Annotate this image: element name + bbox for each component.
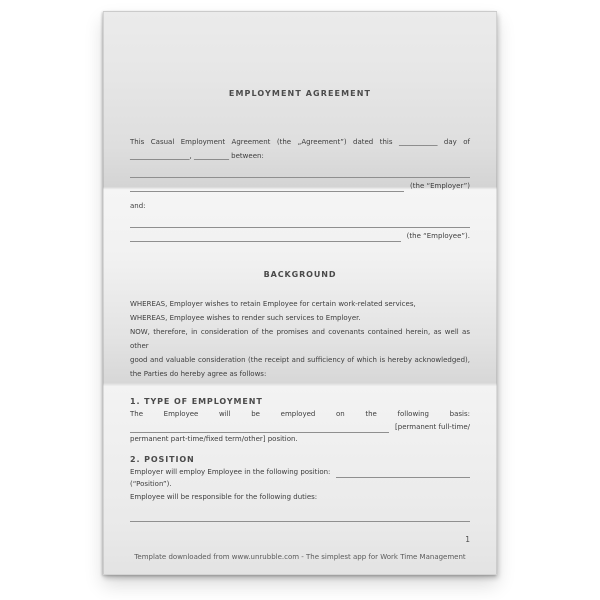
basis-blank-line	[130, 421, 389, 433]
employer-name-blank-line	[130, 163, 470, 178]
section-1-line-1: The Employee will be employed on the following basis:	[130, 410, 470, 418]
page-number: 1	[465, 535, 470, 544]
employer-label: (the “Employer”)	[410, 182, 470, 190]
recitals-paragraph	[130, 297, 470, 381]
page-content	[104, 87, 496, 600]
section-2-line-3: Employee will be responsible for the following duties:	[130, 493, 318, 501]
duties-blank-line	[130, 504, 470, 522]
intro-line-1: This Casual Employment Agreement (the „Agreement”) dated this ___________ day of	[130, 138, 470, 146]
footer-credit: Template downloaded from www.unrubble.com - The simplest app for Work Time Management	[134, 553, 466, 561]
section-2-heading: 2. POSITION	[130, 455, 195, 464]
recital-now-2: good and valuable consideration (the receipt and sufficiency of which is hereby acknowledged),	[130, 356, 470, 364]
employee-label: (the “Employee”).	[406, 232, 470, 240]
section-2-line-2: (“Position”).	[130, 480, 172, 488]
section-1-line-3: permanent part-time/fixed term/other] position.	[130, 435, 298, 443]
section-position	[130, 453, 470, 522]
section-2-line-1: Employer will employ Employee in the following position:	[130, 468, 331, 476]
section-1-heading: 1. TYPE OF EMPLOYMENT	[130, 397, 263, 406]
intro-line-2: _________________, __________ between:	[130, 152, 264, 160]
recital-now-3: the Parties do hereby agree as follows:	[130, 370, 267, 378]
section-type-of-employment	[130, 395, 470, 446]
employee-address-blank-line	[130, 228, 401, 242]
page-title: EMPLOYMENT AGREEMENT	[228, 89, 372, 98]
and-label: and:	[130, 202, 146, 210]
recital-now-1: NOW, therefore, in consideration of the promises and covenants contained herein, as well as other	[130, 328, 470, 350]
recital-whereas-2: WHEREAS, Employee wishes to render such services to Employer.	[130, 314, 361, 322]
employer-label-row	[130, 178, 470, 192]
position-blank-row	[130, 466, 470, 478]
background-heading: BACKGROUND	[263, 270, 337, 279]
basis-bracket-text: [permanent full-time/	[395, 423, 470, 431]
basis-blank-row	[130, 421, 470, 433]
employee-name-blank-line	[130, 213, 470, 228]
employer-address-blank-line	[130, 178, 404, 192]
intro-paragraph	[130, 135, 470, 163]
position-blank-line	[336, 466, 470, 478]
employee-label-row	[130, 228, 470, 242]
paper-page	[103, 11, 497, 575]
recital-whereas-1: WHEREAS, Employer wishes to retain Employee for certain work-related services,	[130, 300, 416, 308]
